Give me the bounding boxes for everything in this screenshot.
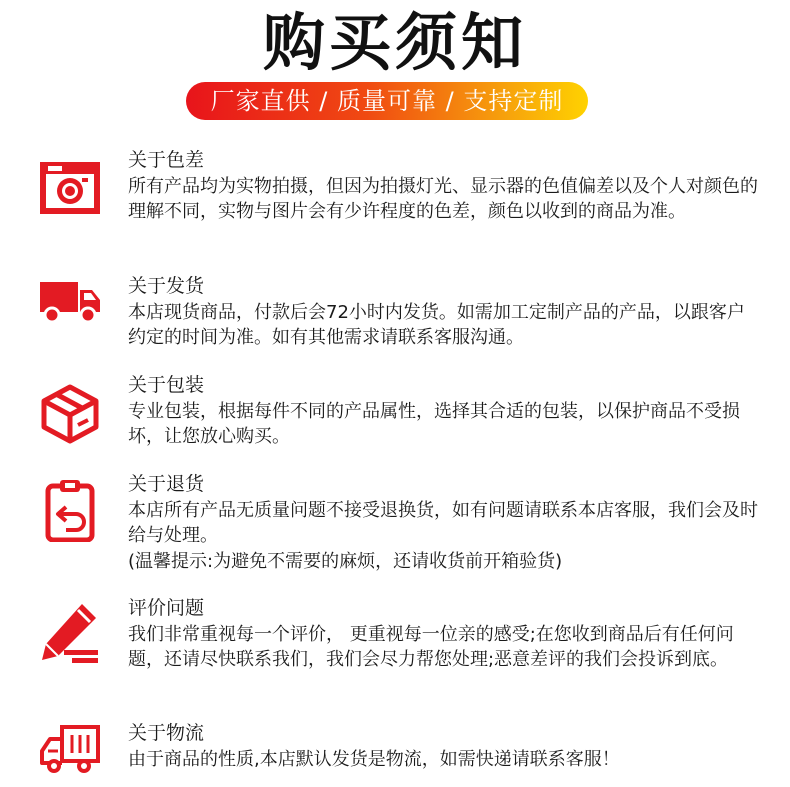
pen-icon: [38, 600, 102, 664]
section-heading: 关于物流: [128, 722, 205, 744]
slogan-banner: 厂家直供 / 质量可靠 / 支持定制: [186, 82, 588, 120]
section-body: 我们非常重视每一个评价， 更重视每一位亲的感受;在您收到商品后有任何问题，还请尽快联系我们，我们会尽力帮您处理;恶意差评的我们会投诉到底。: [128, 623, 734, 670]
section-body: 所有产品均为实物拍摄，但因为拍摄灯光、显示器的色值偏差以及个人对颜色的理解不同，实物与图片会有少许程度的色差，颜色以收到的商品为准。: [128, 175, 758, 222]
package-icon: [38, 381, 102, 445]
truck-icon: [38, 268, 102, 332]
section-text: [128, 472, 758, 574]
section-heading: 关于色差: [128, 149, 205, 171]
section-body: 本店所有产品无质量问题不接受退换货，如有问题请联系本店客服，我们会及时给与处理。: [128, 499, 758, 546]
section-note: (温馨提示:为避免不需要的麻烦，还请收货前开箱验货): [128, 550, 563, 572]
camera-icon: [38, 156, 102, 220]
section-text: [128, 274, 758, 351]
section-body: 本店现货商品，付款后会72小时内发货。如需加工定制产品的产品，以跟客户约定的时间为准。如有其他需求请联系客服沟通。: [128, 301, 745, 348]
section-heading: 关于发货: [128, 275, 205, 297]
section-heading: 关于退货: [128, 473, 205, 495]
delivery-truck-icon: [38, 719, 102, 783]
section-heading: 评价问题: [128, 597, 205, 619]
section-text: [128, 148, 758, 225]
clipboard-return-icon: [38, 478, 102, 542]
section-text: [128, 721, 758, 772]
section-body: 专业包装，根据每件不同的产品属性，选择其合适的包装，以保护商品不受损坏，让您放心购买。: [128, 400, 740, 447]
section-text: [128, 596, 758, 673]
section-heading: 关于包装: [128, 374, 205, 396]
section-body: 由于商品的性质,本店默认发货是物流，如需快递请联系客服！: [128, 748, 620, 770]
section-text: [128, 373, 758, 450]
page-title: 购买须知: [262, 6, 527, 79]
